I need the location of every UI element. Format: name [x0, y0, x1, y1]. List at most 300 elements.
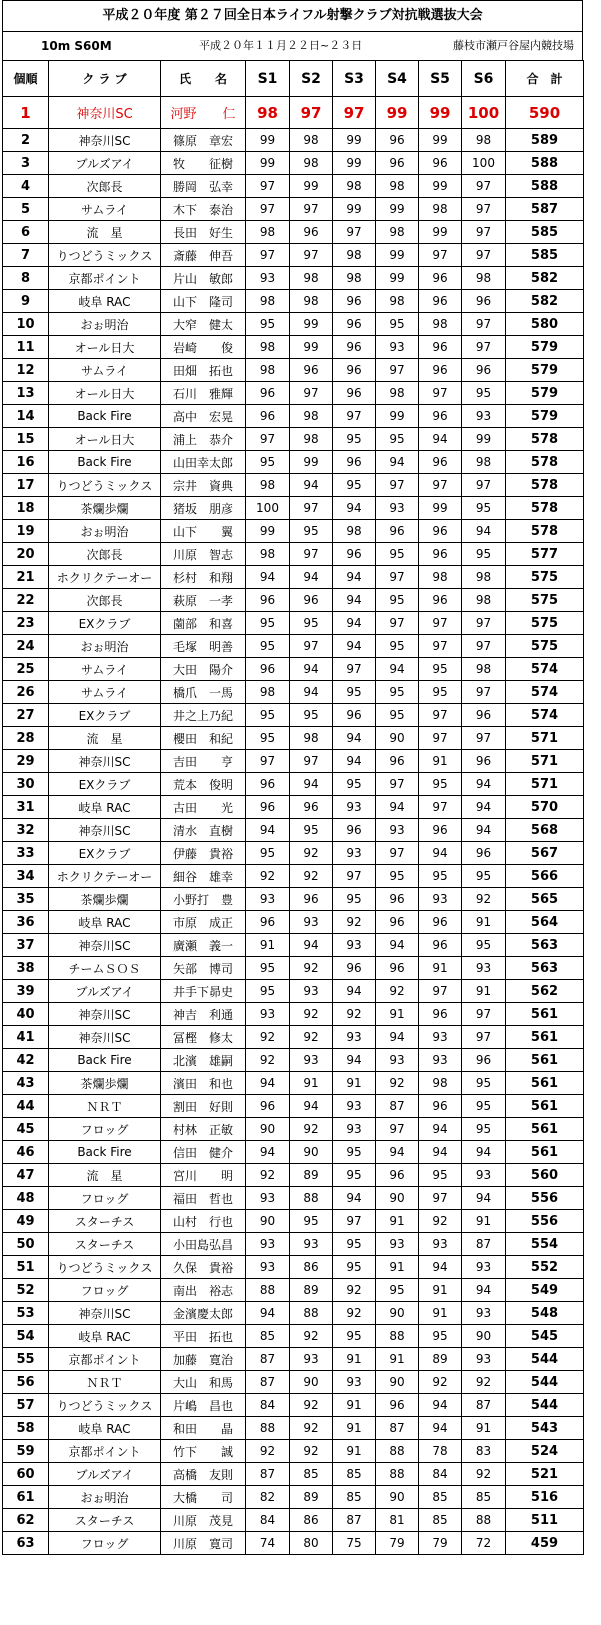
cell-rank: 51 — [3, 1256, 49, 1279]
cell-s3: 95 — [333, 1325, 376, 1348]
cell-s2: 96 — [290, 589, 333, 612]
cell-s1: 97 — [246, 750, 290, 773]
cell-club: 京都ポイント — [49, 1348, 161, 1371]
cell-s3: 95 — [333, 1141, 376, 1164]
cell-total: 570 — [506, 796, 584, 819]
cell-rank: 45 — [3, 1118, 49, 1141]
cell-club: おぉ明治 — [49, 520, 161, 543]
cell-name: 猪坂 朋彦 — [161, 497, 246, 520]
cell-s1: 93 — [246, 267, 290, 290]
cell-s2: 92 — [290, 1003, 333, 1026]
cell-s4: 98 — [376, 382, 419, 405]
cell-rank: 22 — [3, 589, 49, 612]
cell-s6: 87 — [462, 1233, 506, 1256]
cell-s5: 96 — [419, 290, 462, 313]
table-row — [3, 1256, 584, 1279]
cell-rank: 31 — [3, 796, 49, 819]
cell-s6: 92 — [462, 1371, 506, 1394]
cell-club: 神奈川SC — [49, 750, 161, 773]
cell-s3: 94 — [333, 1187, 376, 1210]
cell-total: 556 — [506, 1187, 584, 1210]
cell-name: 薗部 和喜 — [161, 612, 246, 635]
cell-name: 長田 好生 — [161, 221, 246, 244]
cell-club: EXクラブ — [49, 773, 161, 796]
header-club: ク ラ ブ — [49, 61, 161, 97]
cell-total: 575 — [506, 566, 584, 589]
cell-s3: 98 — [333, 267, 376, 290]
cell-rank: 53 — [3, 1302, 49, 1325]
cell-s2: 99 — [290, 451, 333, 474]
cell-s3: 85 — [333, 1486, 376, 1509]
cell-name: 小野打 豊 — [161, 888, 246, 911]
cell-s5: 94 — [419, 1256, 462, 1279]
cell-rank: 26 — [3, 681, 49, 704]
cell-s2: 94 — [290, 934, 333, 957]
table-row — [3, 1187, 584, 1210]
table-row — [3, 1279, 584, 1302]
cell-s2: 90 — [290, 1141, 333, 1164]
cell-s5: 96 — [419, 1095, 462, 1118]
cell-s3: 96 — [333, 704, 376, 727]
cell-club: 次郎長 — [49, 175, 161, 198]
cell-s3: 95 — [333, 681, 376, 704]
cell-s4: 90 — [376, 1371, 419, 1394]
cell-club: ＮＲＴ — [49, 1371, 161, 1394]
cell-s1: 97 — [246, 244, 290, 267]
cell-s4: 98 — [376, 175, 419, 198]
cell-s3: 94 — [333, 635, 376, 658]
cell-total: 556 — [506, 1210, 584, 1233]
cell-name: 橋爪 一馬 — [161, 681, 246, 704]
cell-s1: 98 — [246, 336, 290, 359]
cell-s5: 91 — [419, 1279, 462, 1302]
cell-s3: 91 — [333, 1348, 376, 1371]
table-header-row — [3, 61, 584, 97]
cell-s4: 91 — [376, 1210, 419, 1233]
cell-s2: 80 — [290, 1532, 333, 1555]
cell-rank: 12 — [3, 359, 49, 382]
cell-rank: 8 — [3, 267, 49, 290]
cell-s4: 91 — [376, 1348, 419, 1371]
cell-s5: 96 — [419, 152, 462, 175]
cell-s5: 91 — [419, 750, 462, 773]
cell-total: 579 — [506, 336, 584, 359]
cell-club: おぉ明治 — [49, 635, 161, 658]
cell-s4: 93 — [376, 1233, 419, 1256]
cell-total: 561 — [506, 1095, 584, 1118]
cell-name: 山下 隆司 — [161, 290, 246, 313]
cell-rank: 30 — [3, 773, 49, 796]
cell-s2: 95 — [290, 1210, 333, 1233]
table-row — [3, 1072, 584, 1095]
cell-s5: 96 — [419, 819, 462, 842]
cell-rank: 25 — [3, 658, 49, 681]
cell-s6: 72 — [462, 1532, 506, 1555]
table-row — [3, 842, 584, 865]
cell-total: 575 — [506, 612, 584, 635]
cell-s3: 85 — [333, 1463, 376, 1486]
cell-rank: 60 — [3, 1463, 49, 1486]
cell-total: 571 — [506, 773, 584, 796]
table-row — [3, 750, 584, 773]
cell-s5: 94 — [419, 1394, 462, 1417]
cell-s3: 87 — [333, 1509, 376, 1532]
cell-club: 次郎長 — [49, 589, 161, 612]
cell-rank: 50 — [3, 1233, 49, 1256]
cell-s5: 85 — [419, 1486, 462, 1509]
cell-s1: 82 — [246, 1486, 290, 1509]
cell-rank: 7 — [3, 244, 49, 267]
cell-s3: 96 — [333, 382, 376, 405]
cell-rank: 24 — [3, 635, 49, 658]
cell-s6: 99 — [462, 428, 506, 451]
cell-s3: 96 — [333, 543, 376, 566]
cell-club: オール日大 — [49, 336, 161, 359]
cell-s6: 88 — [462, 1509, 506, 1532]
cell-name: 石川 雅輝 — [161, 382, 246, 405]
cell-s4: 90 — [376, 1486, 419, 1509]
cell-name: 杉村 和翔 — [161, 566, 246, 589]
cell-s3: 97 — [333, 865, 376, 888]
cell-total: 578 — [506, 520, 584, 543]
table-row — [3, 1486, 584, 1509]
cell-s2: 98 — [290, 152, 333, 175]
cell-s3: 94 — [333, 750, 376, 773]
cell-s1: 98 — [246, 681, 290, 704]
cell-s3: 93 — [333, 1026, 376, 1049]
cell-total: 564 — [506, 911, 584, 934]
cell-s1: 90 — [246, 1118, 290, 1141]
cell-s6: 94 — [462, 520, 506, 543]
cell-s1: 94 — [246, 1302, 290, 1325]
cell-rank: 28 — [3, 727, 49, 750]
cell-s6: 95 — [462, 1095, 506, 1118]
cell-total: 568 — [506, 819, 584, 842]
cell-s1: 92 — [246, 1026, 290, 1049]
cell-s4: 97 — [376, 566, 419, 589]
cell-rank: 6 — [3, 221, 49, 244]
cell-total: 561 — [506, 1003, 584, 1026]
cell-total: 565 — [506, 888, 584, 911]
cell-rank: 13 — [3, 382, 49, 405]
cell-rank: 20 — [3, 543, 49, 566]
cell-s5: 93 — [419, 1233, 462, 1256]
cell-s4: 96 — [376, 911, 419, 934]
cell-club: 岐阜 RAC — [49, 911, 161, 934]
cell-s3: 94 — [333, 497, 376, 520]
cell-name: 川原 茂見 — [161, 1509, 246, 1532]
cell-s6: 96 — [462, 290, 506, 313]
cell-s5: 96 — [419, 543, 462, 566]
cell-total: 585 — [506, 244, 584, 267]
cell-s4: 81 — [376, 1509, 419, 1532]
cell-s5: 92 — [419, 1210, 462, 1233]
cell-s4: 92 — [376, 1072, 419, 1095]
cell-s1: 98 — [246, 359, 290, 382]
cell-club: ブルズアイ — [49, 980, 161, 1003]
cell-s2: 97 — [290, 543, 333, 566]
cell-total: 579 — [506, 382, 584, 405]
cell-rank: 55 — [3, 1348, 49, 1371]
cell-name: 井手下昴史 — [161, 980, 246, 1003]
cell-rank: 33 — [3, 842, 49, 865]
cell-s1: 98 — [246, 97, 290, 129]
table-row — [3, 1141, 584, 1164]
cell-s5: 78 — [419, 1440, 462, 1463]
cell-s2: 97 — [290, 497, 333, 520]
cell-s1: 95 — [246, 313, 290, 336]
cell-s2: 96 — [290, 221, 333, 244]
cell-name: 高中 宏晃 — [161, 405, 246, 428]
cell-s6: 97 — [462, 244, 506, 267]
cell-rank: 19 — [3, 520, 49, 543]
cell-s1: 96 — [246, 773, 290, 796]
cell-s1: 94 — [246, 1141, 290, 1164]
cell-s1: 92 — [246, 1049, 290, 1072]
cell-s4: 96 — [376, 957, 419, 980]
cell-s1: 93 — [246, 1233, 290, 1256]
cell-s1: 94 — [246, 1072, 290, 1095]
cell-s1: 95 — [246, 980, 290, 1003]
cell-s3: 92 — [333, 1279, 376, 1302]
cell-s2: 86 — [290, 1256, 333, 1279]
cell-s1: 99 — [246, 129, 290, 152]
cell-club: スターチス — [49, 1233, 161, 1256]
cell-s1: 95 — [246, 451, 290, 474]
cell-s1: 95 — [246, 842, 290, 865]
cell-s4: 94 — [376, 934, 419, 957]
cell-total: 578 — [506, 497, 584, 520]
cell-total: 516 — [506, 1486, 584, 1509]
cell-s6: 91 — [462, 1417, 506, 1440]
cell-name: 櫻田 和紀 — [161, 727, 246, 750]
cell-s2: 92 — [290, 957, 333, 980]
cell-total: 459 — [506, 1532, 584, 1555]
table-row — [3, 1440, 584, 1463]
cell-s3: 95 — [333, 428, 376, 451]
table-row — [3, 566, 584, 589]
cell-s5: 96 — [419, 934, 462, 957]
table-row — [3, 1003, 584, 1026]
cell-s5: 96 — [419, 359, 462, 382]
cell-s6: 98 — [462, 451, 506, 474]
cell-s6: 97 — [462, 198, 506, 221]
cell-s2: 92 — [290, 865, 333, 888]
header-total: 合 計 — [506, 61, 584, 97]
cell-rank: 52 — [3, 1279, 49, 1302]
table-row — [3, 244, 584, 267]
table-row — [3, 704, 584, 727]
cell-s4: 96 — [376, 129, 419, 152]
cell-s2: 88 — [290, 1187, 333, 1210]
cell-s5: 99 — [419, 97, 462, 129]
cell-club: フロッグ — [49, 1118, 161, 1141]
cell-total: 574 — [506, 681, 584, 704]
cell-s2: 93 — [290, 1233, 333, 1256]
cell-s2: 94 — [290, 1095, 333, 1118]
cell-s6: 100 — [462, 97, 506, 129]
cell-club: 神奈川SC — [49, 1302, 161, 1325]
cell-rank: 47 — [3, 1164, 49, 1187]
cell-club: Back Fire — [49, 451, 161, 474]
cell-s3: 93 — [333, 1095, 376, 1118]
cell-name: 川原 寛司 — [161, 1532, 246, 1555]
cell-s5: 96 — [419, 589, 462, 612]
cell-s4: 95 — [376, 1279, 419, 1302]
cell-name: 神吉 利通 — [161, 1003, 246, 1026]
cell-name: 篠原 章宏 — [161, 129, 246, 152]
cell-name: 平田 拓也 — [161, 1325, 246, 1348]
event-info-bar — [2, 31, 583, 60]
cell-s2: 98 — [290, 129, 333, 152]
cell-s1: 87 — [246, 1463, 290, 1486]
cell-club: フロッグ — [49, 1532, 161, 1555]
cell-s2: 89 — [290, 1279, 333, 1302]
cell-s1: 84 — [246, 1509, 290, 1532]
cell-rank: 44 — [3, 1095, 49, 1118]
table-row — [3, 1348, 584, 1371]
cell-s4: 79 — [376, 1532, 419, 1555]
table-row — [3, 497, 584, 520]
cell-name: 古田 光 — [161, 796, 246, 819]
cell-s5: 97 — [419, 727, 462, 750]
cell-name: 牧 征樹 — [161, 152, 246, 175]
cell-s3: 96 — [333, 819, 376, 842]
cell-s6: 92 — [462, 1463, 506, 1486]
cell-name: 市原 成正 — [161, 911, 246, 934]
cell-s3: 94 — [333, 566, 376, 589]
cell-s2: 92 — [290, 1440, 333, 1463]
cell-s5: 98 — [419, 1072, 462, 1095]
cell-s2: 95 — [290, 819, 333, 842]
cell-s3: 93 — [333, 1118, 376, 1141]
cell-name: 片山 敏郎 — [161, 267, 246, 290]
cell-s4: 94 — [376, 1141, 419, 1164]
table-row — [3, 543, 584, 566]
cell-club: サムライ — [49, 658, 161, 681]
cell-club: 神奈川SC — [49, 819, 161, 842]
cell-total: 574 — [506, 658, 584, 681]
cell-s4: 96 — [376, 520, 419, 543]
cell-s5: 97 — [419, 980, 462, 1003]
cell-s4: 90 — [376, 1187, 419, 1210]
event-dates: 平成２０年１１月２２日~２３日 — [199, 39, 363, 52]
cell-club: オール日大 — [49, 382, 161, 405]
cell-s4: 96 — [376, 1164, 419, 1187]
cell-s1: 99 — [246, 520, 290, 543]
cell-name: 村林 正敏 — [161, 1118, 246, 1141]
cell-club: ホクリクテーオー — [49, 865, 161, 888]
cell-s1: 96 — [246, 405, 290, 428]
cell-s3: 95 — [333, 474, 376, 497]
cell-club: 京都ポイント — [49, 267, 161, 290]
cell-s5: 95 — [419, 1164, 462, 1187]
cell-club: フロッグ — [49, 1279, 161, 1302]
cell-s4: 97 — [376, 773, 419, 796]
cell-s1: 90 — [246, 1210, 290, 1233]
cell-name: 福田 哲也 — [161, 1187, 246, 1210]
cell-s6: 97 — [462, 1026, 506, 1049]
cell-total: 543 — [506, 1417, 584, 1440]
cell-s2: 93 — [290, 1348, 333, 1371]
cell-s6: 97 — [462, 175, 506, 198]
cell-s3: 92 — [333, 1003, 376, 1026]
cell-club: 神奈川SC — [49, 97, 161, 129]
cell-club: オール日大 — [49, 428, 161, 451]
table-row — [3, 1463, 584, 1486]
cell-rank: 62 — [3, 1509, 49, 1532]
cell-total: 582 — [506, 290, 584, 313]
cell-total: 590 — [506, 97, 584, 129]
header-s5: S5 — [419, 61, 462, 97]
cell-total: 575 — [506, 589, 584, 612]
cell-s2: 99 — [290, 313, 333, 336]
cell-name: 加藤 寛治 — [161, 1348, 246, 1371]
cell-s4: 92 — [376, 980, 419, 1003]
cell-name: 信田 健介 — [161, 1141, 246, 1164]
cell-name: 廣瀬 義一 — [161, 934, 246, 957]
cell-s4: 93 — [376, 819, 419, 842]
cell-s3: 93 — [333, 1371, 376, 1394]
cell-s2: 85 — [290, 1463, 333, 1486]
cell-s1: 92 — [246, 1164, 290, 1187]
cell-rank: 18 — [3, 497, 49, 520]
cell-rank: 43 — [3, 1072, 49, 1095]
cell-s1: 93 — [246, 1003, 290, 1026]
cell-name: 久保 貴裕 — [161, 1256, 246, 1279]
cell-s2: 96 — [290, 796, 333, 819]
cell-s3: 91 — [333, 1440, 376, 1463]
cell-s6: 95 — [462, 1118, 506, 1141]
cell-club: フロッグ — [49, 1187, 161, 1210]
cell-rank: 56 — [3, 1371, 49, 1394]
table-row — [3, 428, 584, 451]
cell-total: 574 — [506, 704, 584, 727]
cell-club: スターチス — [49, 1509, 161, 1532]
cell-s4: 94 — [376, 658, 419, 681]
cell-club: ホクリクテーオー — [49, 566, 161, 589]
cell-s4: 97 — [376, 1118, 419, 1141]
cell-name: 片嶋 昌也 — [161, 1394, 246, 1417]
cell-name: 清水 直樹 — [161, 819, 246, 842]
cell-s6: 96 — [462, 1049, 506, 1072]
table-row — [3, 612, 584, 635]
cell-s3: 92 — [333, 1302, 376, 1325]
cell-s1: 85 — [246, 1325, 290, 1348]
cell-club: 茶爛歩爛 — [49, 1072, 161, 1095]
cell-s4: 87 — [376, 1417, 419, 1440]
cell-s3: 94 — [333, 980, 376, 1003]
cell-s4: 95 — [376, 681, 419, 704]
cell-club: 京都ポイント — [49, 1440, 161, 1463]
cell-name: 小田島弘昌 — [161, 1233, 246, 1256]
table-row — [3, 796, 584, 819]
header-s4: S4 — [376, 61, 419, 97]
table-row — [3, 1509, 584, 1532]
cell-s2: 98 — [290, 727, 333, 750]
cell-rank: 35 — [3, 888, 49, 911]
cell-s5: 93 — [419, 1049, 462, 1072]
table-row — [3, 1417, 584, 1440]
cell-rank: 9 — [3, 290, 49, 313]
cell-s3: 93 — [333, 796, 376, 819]
cell-s1: 95 — [246, 612, 290, 635]
cell-s2: 94 — [290, 681, 333, 704]
cell-s3: 91 — [333, 1417, 376, 1440]
cell-s2: 92 — [290, 1118, 333, 1141]
cell-club: おぉ明治 — [49, 1486, 161, 1509]
cell-s2: 99 — [290, 336, 333, 359]
